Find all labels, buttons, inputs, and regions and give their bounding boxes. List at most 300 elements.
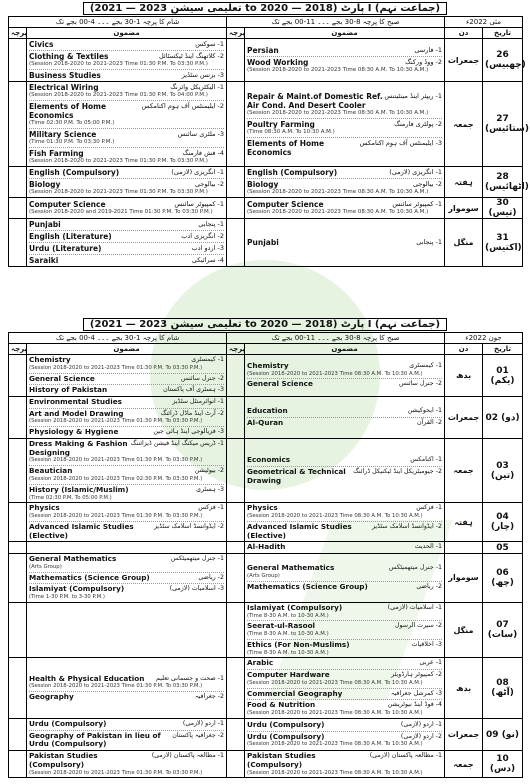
subject-cell xyxy=(27,167,227,198)
subject-urdu: 2- بیوٹیشن xyxy=(194,467,225,475)
subject-cell xyxy=(245,198,445,219)
time-header-row xyxy=(9,17,523,28)
subject-urdu: 1- ریپئر اینڈ مینٹیننس xyxy=(384,91,443,100)
subject-english: Fish Farming xyxy=(29,149,84,158)
date-cell: 30 (تیس) xyxy=(483,198,523,219)
subject-item xyxy=(29,179,224,197)
subject-cell xyxy=(245,397,445,439)
subject-time-note: (Time 08:30 A.M. To 10:30 A.M.) xyxy=(247,128,335,135)
subject-urdu: 1- جنرل میتھمیٹکس xyxy=(170,555,225,563)
subject-time-note: (Time 8-30 A.M. to 10-30 A.M.) xyxy=(247,649,329,656)
day-header: دن xyxy=(445,344,483,355)
subject-urdu: 1- ایجوکیشن xyxy=(407,407,443,415)
subject-urdu: 2- بیالوجی xyxy=(194,180,225,188)
subject-item xyxy=(247,45,442,57)
section-title: (تعلیمی سیشن 2023 — 2021 to 2020 — 2018) پارٹ I (جماعت نہم) xyxy=(8,2,522,16)
paper-cell xyxy=(9,718,27,750)
schedule-row xyxy=(9,198,523,219)
subject-urdu: 1- کیمسٹری xyxy=(191,356,225,363)
subject-urdu: 2- سیرت الرسول xyxy=(394,622,443,630)
subject-english: Business Studies xyxy=(29,71,101,80)
subject-cell xyxy=(27,219,227,267)
subject-item xyxy=(29,148,224,166)
subject-english: Dress Making & Fashion Designing xyxy=(29,439,128,457)
subject-time-note: (Session 2018-2020 to 2021-2023 Time 02:30 P.M. To 03:30 P.M.) xyxy=(29,476,203,482)
morning-time: صبح کا پرچہ 8-30 بجے ۔۔۔ 11-00 بجے تک xyxy=(227,17,445,28)
subject-english: Environmental Studies xyxy=(29,397,122,406)
subject-english: Repair & Maint.of Domestic Ref. Air Cond. And Desert Cooler xyxy=(247,91,383,110)
subject-english: Al-Quran xyxy=(247,418,284,427)
june-schedule-table xyxy=(8,332,523,778)
subject-english: Commercial Geography xyxy=(247,688,343,698)
subject-cell xyxy=(245,439,445,503)
paper-cell xyxy=(9,554,27,603)
subject-item xyxy=(29,385,224,396)
subject-english: Elements of Home Economics xyxy=(247,138,325,157)
subject-english: Elements of Home Economics xyxy=(29,102,107,120)
subject-urdu: 3- اسلامیات (لازمی) xyxy=(169,585,225,593)
subject-english: Punjabi xyxy=(29,220,61,229)
subject-english: Computer Hardware xyxy=(247,670,330,680)
morning-time: صبح کا پرچہ 8-30 بجے ۔۔۔ 11-00 بجے تک xyxy=(227,333,445,344)
subject-time-note: (Time 8-30 A.M. to 10-30 A.M.) xyxy=(247,631,329,638)
subject-english: Wood Working xyxy=(247,58,309,67)
subject-item xyxy=(29,584,224,602)
subject-item xyxy=(29,409,224,428)
subject-item xyxy=(247,237,442,248)
subject-urdu: 1- کمپیوٹر سائنس xyxy=(174,200,225,208)
paper-cell xyxy=(9,503,27,542)
subject-cell xyxy=(245,39,445,82)
paper-cell xyxy=(9,82,27,167)
subject-item xyxy=(29,129,224,148)
subject-english: Urdu (Compulsory) xyxy=(29,718,107,728)
subject-cell xyxy=(27,198,227,219)
subject-item xyxy=(247,621,442,640)
subject-item xyxy=(29,731,224,750)
paper-cell xyxy=(227,397,245,439)
subject-time-note: (Session 2018-2020 to 2021-2023 Time 01:30 P.M. To 03:30 P.M.) xyxy=(29,61,208,67)
subject-english: Economics xyxy=(247,455,291,465)
subject-urdu: 2- ایلیمنٹس آف ہوم اکنامکس xyxy=(141,102,225,110)
date-cell: 02 (دو) xyxy=(483,397,523,439)
subject-english: English (Compulsory) xyxy=(247,168,338,177)
paper-cell xyxy=(227,219,245,267)
subject-cell xyxy=(245,751,445,778)
date-header: تاریخ xyxy=(483,28,523,39)
subject-urdu: 3- بزنس سٹڈیز xyxy=(181,71,225,79)
paper-cell xyxy=(9,198,27,219)
subject-item xyxy=(247,138,442,158)
date-cell: 06 (چھ) xyxy=(483,554,523,603)
subject-urdu: 2- کمپیوٹر ہارڈویئر xyxy=(391,671,443,679)
subject-urdu: 2- جنرل سائنس xyxy=(399,380,443,388)
date-cell: 04 (چار) xyxy=(483,503,523,542)
subject-header: مضمون xyxy=(27,344,227,355)
date-cell: 03 (تین) xyxy=(483,439,523,503)
subject-urdu: 2- جغرافیہ پاکستان xyxy=(172,731,225,739)
subject-item xyxy=(29,219,224,231)
subject-urdu: 1- مطالعہ پاکستان (لازمی) xyxy=(369,752,443,760)
subject-time-note: (Session 2018-2020 to 2021-2023 Time 01:30 P.M. To 03:30 P.M.) xyxy=(29,769,203,776)
subject-english: History of Pakistan xyxy=(29,385,108,395)
paper-cell xyxy=(227,439,245,503)
subject-cell xyxy=(27,397,227,439)
subject-urdu: 1- اسلامیات (لازمی) xyxy=(387,603,443,611)
subject-english: Physics xyxy=(247,503,278,513)
subject-english: Electrical Wiring xyxy=(29,83,99,92)
subject-time-note: (Session 2018-2020 to 2021-2023 Time 08:30 A.M. To 10:30 A.M.) xyxy=(247,710,423,717)
subject-time-note: (Time 02:30 P.M. To 05:00 P.M.) xyxy=(29,120,115,126)
subject-urdu: 1- صحت و جسمانی تعلیم xyxy=(156,674,225,682)
paper-cell xyxy=(227,751,245,778)
subject-time-note: (Session 2018-2020 to 2021-2023 Time 01:30 P.M. To 03:30 P.M.) xyxy=(29,418,203,425)
day-cell: بدھ xyxy=(445,658,483,719)
subject-time-note: (Time 01:30 P.M. To 03:30 P.M.) xyxy=(29,139,115,145)
day-cell: منگل xyxy=(445,602,483,658)
subject-item xyxy=(29,554,224,573)
paper-header: پرچہ xyxy=(9,344,27,355)
schedule-row xyxy=(9,503,523,542)
subject-english: Physiology & Hygiene xyxy=(29,427,119,437)
subject-item xyxy=(29,355,224,374)
column-header-row xyxy=(9,344,523,355)
subject-time-note: (Session 2018-2020 to 2021-2023 Time 08:30 A.M. To 10:30 A.M.) xyxy=(247,189,429,195)
date-cell: 26 (چھبیس) xyxy=(483,39,523,82)
subject-urdu: 2- آرٹ اینڈ ماڈل ڈرائنگ xyxy=(160,409,225,417)
subject-item xyxy=(29,485,224,503)
schedule-row xyxy=(9,355,523,397)
subject-urdu: 3- ہسٹری xyxy=(196,485,225,493)
subject-item xyxy=(29,466,224,485)
subject-item xyxy=(247,199,442,217)
paper-cell xyxy=(227,718,245,750)
subject-english: Persian xyxy=(247,46,279,55)
schedule-row xyxy=(9,602,523,658)
subject-urdu: 1- انوائرمنٹل سٹڈیز xyxy=(172,398,225,405)
subject-item xyxy=(247,751,442,777)
subject-english: Punjabi xyxy=(247,238,279,247)
paper-cell xyxy=(9,397,27,439)
subject-english: Geography xyxy=(29,692,74,702)
paper-cell xyxy=(9,355,27,397)
subject-time-note: (Session 2018-2020 to 2021-2023 Time 08:30 A.M. To 10:30 A.M.) xyxy=(247,741,423,748)
subject-english: Poultry Farming xyxy=(247,119,315,129)
subject-english: Civics xyxy=(29,40,54,49)
subject-cell xyxy=(245,554,445,603)
subject-urdu: 2- ایڈوانسڈ اسلامک سٹڈیز xyxy=(153,522,225,530)
subject-english: Chemistry xyxy=(247,360,289,370)
subject-english: Biology xyxy=(29,180,61,189)
subject-time-note: (Session 2018-2020 to 2021-2023 Time 08:30 A.M. To 10:30 A.M.) xyxy=(247,769,423,776)
schedule-row xyxy=(9,167,523,198)
subject-cell xyxy=(27,718,227,750)
subject-time-note: (Session 2018-2020 to 2021-2023 Time 08:30 A.M. To 10:30 A.M.) xyxy=(247,513,423,520)
subject-english: General Science xyxy=(29,373,95,383)
subject-item xyxy=(247,167,442,179)
schedule-row xyxy=(9,751,523,778)
subject-item xyxy=(29,503,224,522)
schedule-row xyxy=(9,554,523,603)
subject-cell xyxy=(27,355,227,397)
subject-english: Physics xyxy=(29,503,60,513)
schedule-row xyxy=(9,439,523,503)
day-cell: جمعرات xyxy=(445,718,483,750)
subject-english: Advanced Islamic Studies (Elective) xyxy=(29,521,134,540)
subject-cell xyxy=(245,503,445,542)
day-cell: جمعہ xyxy=(445,439,483,503)
subject-time-note: (Session 2018-2020 to 2021-2023 Time 08:30 A.M. To 10:30 A.M.) xyxy=(247,67,429,73)
subject-urdu: 1- الحدیث xyxy=(414,543,443,551)
subject-item xyxy=(247,670,442,689)
subject-time-note: (Session 2018-2020 to 2021-2023 Time 08:30 A.M. To 10:30 A.M.) xyxy=(247,370,423,377)
time-header-row xyxy=(9,333,523,344)
subject-item xyxy=(29,439,224,466)
subject-item xyxy=(247,603,442,622)
subject-english: English (Literature) xyxy=(29,232,112,241)
subject-time-note: (Arts Group) xyxy=(247,573,280,580)
subject-urdu: 4- فش فارمنگ xyxy=(182,149,225,157)
evening-time: شام کا پرچہ 1-30 بجے ۔۔۔ 4-00 بجے تک xyxy=(9,333,227,344)
subject-english: Mathematics (Science Group) xyxy=(247,581,368,591)
paper-cell xyxy=(227,198,245,219)
subject-urdu: 1- انگریزی (لازمی) xyxy=(389,168,443,176)
subject-urdu: 1- جنرل میتھمیٹکس xyxy=(388,564,443,572)
subject-cell xyxy=(27,82,227,167)
column-header-row xyxy=(9,28,523,39)
paper-cell xyxy=(227,355,245,397)
subject-urdu: 3- ایلیمنٹس آف ہوم اکنامکس xyxy=(359,138,443,147)
paper-cell xyxy=(227,554,245,603)
subject-english: Beautician xyxy=(29,466,73,476)
subject-item xyxy=(247,455,442,467)
day-cell xyxy=(445,542,483,554)
subject-cell xyxy=(27,658,227,719)
subject-urdu: 1- کمپیوٹر سائنس xyxy=(392,200,443,208)
subject-item xyxy=(29,397,224,409)
subject-time-note: (Session 2018-2020 to 2021-2023 Time 01:30 P.M. To 03:30 P.M.) xyxy=(29,683,203,690)
subject-urdu: 3- فزیالوجی اینڈ ہائی جین xyxy=(153,428,225,436)
subject-urdu: 1- اکنامکس xyxy=(410,456,443,464)
subject-time-note: (Arts Group) xyxy=(29,563,62,570)
subject-item xyxy=(29,522,224,541)
date-cell: 31 (اکتیس) xyxy=(483,219,523,267)
subject-item xyxy=(247,91,442,119)
subject-cell xyxy=(27,602,227,658)
subject-item xyxy=(247,522,442,541)
subject-urdu: 2- جغرافیہ xyxy=(194,693,225,701)
schedule-row xyxy=(9,397,523,439)
subject-urdu: 1- ڈریس میکنگ اینڈ فیشن ڈیزائننگ xyxy=(130,440,225,447)
subject-english: Health & Physical Education xyxy=(29,673,145,683)
subject-english: Food & Nutrition xyxy=(247,700,316,710)
paper-cell xyxy=(9,167,27,198)
subject-urdu: 1- الیکٹریکل وائرنگ xyxy=(170,83,225,91)
section-title: (تعلیمی سیشن 2023 — 2021 to 2020 — 2018) پارٹ I (جماعت نہم) xyxy=(8,318,522,332)
schedule-row xyxy=(9,718,523,750)
day-cell: سوموار xyxy=(445,554,483,603)
subject-urdu: 3- ہسٹری آف پاکستان xyxy=(163,386,225,394)
subject-urdu: 1- عربی xyxy=(419,659,443,667)
subject-english: English (Compulsory) xyxy=(29,168,120,177)
subject-time-note: (Session 2018-2020 to 2021-2023 Time 01:30 P.M. To 03:30 P.M.) xyxy=(29,364,203,371)
subject-time-note: (Session 2018-2020 to 2021-2023 Time 01:30 P.M. To 03:30 P.M.) xyxy=(29,158,208,164)
subject-urdu: 4- سرائیکی xyxy=(191,256,225,264)
subject-header: مضمون xyxy=(27,28,227,39)
may-schedule-section xyxy=(8,2,529,267)
subject-item xyxy=(247,732,442,750)
subject-english: Biology xyxy=(247,180,279,189)
day-cell: بدھ xyxy=(445,355,483,397)
subject-urdu: 1- مطالعہ پاکستان (لازمی) xyxy=(151,752,225,760)
subject-item xyxy=(29,231,224,243)
subject-english: Pakistan Studies (Compulsory) xyxy=(247,751,316,769)
subject-item xyxy=(247,361,442,380)
day-cell: جمعہ xyxy=(445,751,483,778)
subject-english: Urdu (Compulsory) xyxy=(247,731,325,741)
subject-urdu: 2- بیالوجی xyxy=(412,180,443,188)
paper-cell xyxy=(9,602,27,658)
schedule-row xyxy=(9,82,523,167)
month-label: جون 2022ء xyxy=(445,333,523,344)
subject-item xyxy=(29,199,224,217)
subject-english: Al-Hadith xyxy=(247,542,286,552)
subject-time-note: (Time 02:30 P.M. To 05:00 P.M.) xyxy=(29,494,112,501)
subject-english: Urdu (Compulsory) xyxy=(247,719,325,729)
subject-urdu: 2- انگریزی ادب xyxy=(181,232,225,240)
subject-item xyxy=(29,70,224,81)
day-cell: جمعرات xyxy=(445,39,483,82)
subject-english: Arabic xyxy=(247,658,274,668)
subject-item xyxy=(29,427,224,438)
day-cell: جمعہ xyxy=(445,82,483,167)
subject-english: Computer Science xyxy=(29,200,106,209)
date-cell: 28 (اٹھائیس) xyxy=(483,167,523,198)
day-cell: جمعرات xyxy=(445,397,483,439)
subject-english: Mathematics (Science Group) xyxy=(29,572,150,582)
date-cell: 09 (نو) xyxy=(483,718,523,750)
date-cell: 05 xyxy=(483,542,523,554)
subject-item xyxy=(29,573,224,585)
subject-urdu: 1- کیمسٹری xyxy=(409,361,443,369)
paper-header: پرچہ xyxy=(227,28,245,39)
subject-english: History (Islamic/Muslim) xyxy=(29,484,129,494)
may-schedule-table xyxy=(8,16,529,267)
subject-time-note: (Session 2018-2020 to 2021-2023 Time 08:30 A.M. To 10:30 A.M.) xyxy=(247,679,423,686)
subject-english: General Mathematics xyxy=(247,563,335,573)
paper-cell xyxy=(227,503,245,542)
subject-urdu: 2- اردو (لازمی) xyxy=(400,732,443,740)
day-cell: سوموار xyxy=(445,198,483,219)
subject-urdu: 1- پنجابی xyxy=(198,220,225,228)
subject-english: Geography of Pakistan in lieu of Urdu (Compulsory) xyxy=(29,730,161,749)
paper-cell xyxy=(9,39,27,82)
month-label: مئی 2022ء xyxy=(445,17,523,28)
subject-item xyxy=(29,692,224,703)
subject-urdu: 1- سوکس xyxy=(195,40,225,48)
subject-cell xyxy=(245,219,445,267)
subject-item xyxy=(247,503,442,522)
subject-cell xyxy=(27,503,227,542)
schedule-row xyxy=(9,542,523,554)
paper-cell xyxy=(9,542,27,554)
subject-item xyxy=(247,700,442,718)
paper-cell xyxy=(9,219,27,267)
subject-english: Geometrical & Technical Drawing xyxy=(247,466,346,485)
subject-time-note: (Time 8-30 A.M. to 10-30 A.M.) xyxy=(247,612,329,619)
paper-cell xyxy=(9,439,27,503)
subject-cell xyxy=(27,542,227,554)
subject-cell xyxy=(245,542,445,554)
subject-urdu: 2- ووڈ ورکنگ xyxy=(405,58,443,66)
day-cell: ہفتہ xyxy=(445,503,483,542)
subject-urdu: 2- جیومیٹریکل اینڈ ٹیکنیکل ڈرائنگ xyxy=(353,467,443,475)
subject-urdu: 1- اردو (لازمی) xyxy=(400,720,443,728)
subject-english: Advanced Islamic Studies (Elective) xyxy=(247,521,352,540)
subject-item xyxy=(247,418,442,429)
subject-cell xyxy=(27,554,227,603)
subject-urdu: 3- اخلاقیات xyxy=(411,640,443,648)
date-cell: 01 (یکم) xyxy=(483,355,523,397)
subject-item xyxy=(29,674,224,693)
subject-item xyxy=(247,658,442,670)
schedule-row xyxy=(9,219,523,267)
subject-item xyxy=(29,243,224,255)
subject-item xyxy=(29,167,224,179)
subject-cell xyxy=(245,602,445,658)
subject-time-note: (Session 2018-2020 to 2021-2023 Time 01:30 P.M. To 03:30 P.M.) xyxy=(29,189,208,195)
subject-item xyxy=(29,374,224,386)
subject-item xyxy=(247,179,442,197)
subject-cell xyxy=(27,439,227,503)
day-cell: منگل xyxy=(445,219,483,267)
schedule-row xyxy=(9,39,523,82)
subject-cell xyxy=(245,355,445,397)
subject-header: مضمون xyxy=(245,28,445,39)
subject-item xyxy=(29,101,224,129)
subject-time-note: (Time 1-30 P.M. to 3-30 P.M.) xyxy=(29,594,105,601)
subject-english: Pakistan Studies (Compulsory) xyxy=(29,751,98,769)
subject-time-note: (Session 2018-2020 to 2021-2023 Time 08:30 A.M. To 10:30 A.M.) xyxy=(247,209,429,215)
subject-urdu: 2- ریاضی xyxy=(416,582,443,590)
subject-time-note: (Session 2018-2020 to 2021-2023 Time 01:30 P.M. To 04:00 P.M.) xyxy=(29,92,208,98)
subject-urdu: 2- ریاضی xyxy=(198,573,225,581)
subject-header: مضمون xyxy=(245,344,445,355)
date-cell: 08 (آٹھ) xyxy=(483,658,523,719)
subject-cell xyxy=(245,718,445,750)
subject-item xyxy=(29,51,224,70)
subject-item xyxy=(29,39,224,51)
subject-urdu: 1- اردو (لازمی) xyxy=(182,719,225,727)
paper-cell xyxy=(227,39,245,82)
subject-urdu: 1- انگریزی (لازمی) xyxy=(171,168,225,176)
subject-english: Computer Science xyxy=(247,200,324,209)
subject-urdu: 3- اردو ادب xyxy=(191,244,225,252)
paper-cell xyxy=(9,658,27,719)
subject-time-note: (Session 2018-2020 and 2019-2021 Time 01:30 P.M. To 03:30 P.M.) xyxy=(29,209,213,215)
subject-time-note: (Session 2018-2020 to 2021-2023 Time 01:30 P.M. To 03:30 P.M.) xyxy=(29,513,203,520)
subject-cell xyxy=(27,751,227,778)
subject-english: Islamiyat (Compulsory) xyxy=(29,584,125,594)
subject-urdu: 1- فارسی xyxy=(414,46,443,54)
subject-item xyxy=(247,467,442,486)
date-cell: 27 (ستائیس) xyxy=(483,82,523,167)
subject-english: Chemistry xyxy=(29,355,71,364)
paper-cell xyxy=(227,82,245,167)
subject-item xyxy=(247,379,442,390)
paper-header: پرچہ xyxy=(227,344,245,355)
subject-urdu: 1- فزکس xyxy=(198,504,225,512)
